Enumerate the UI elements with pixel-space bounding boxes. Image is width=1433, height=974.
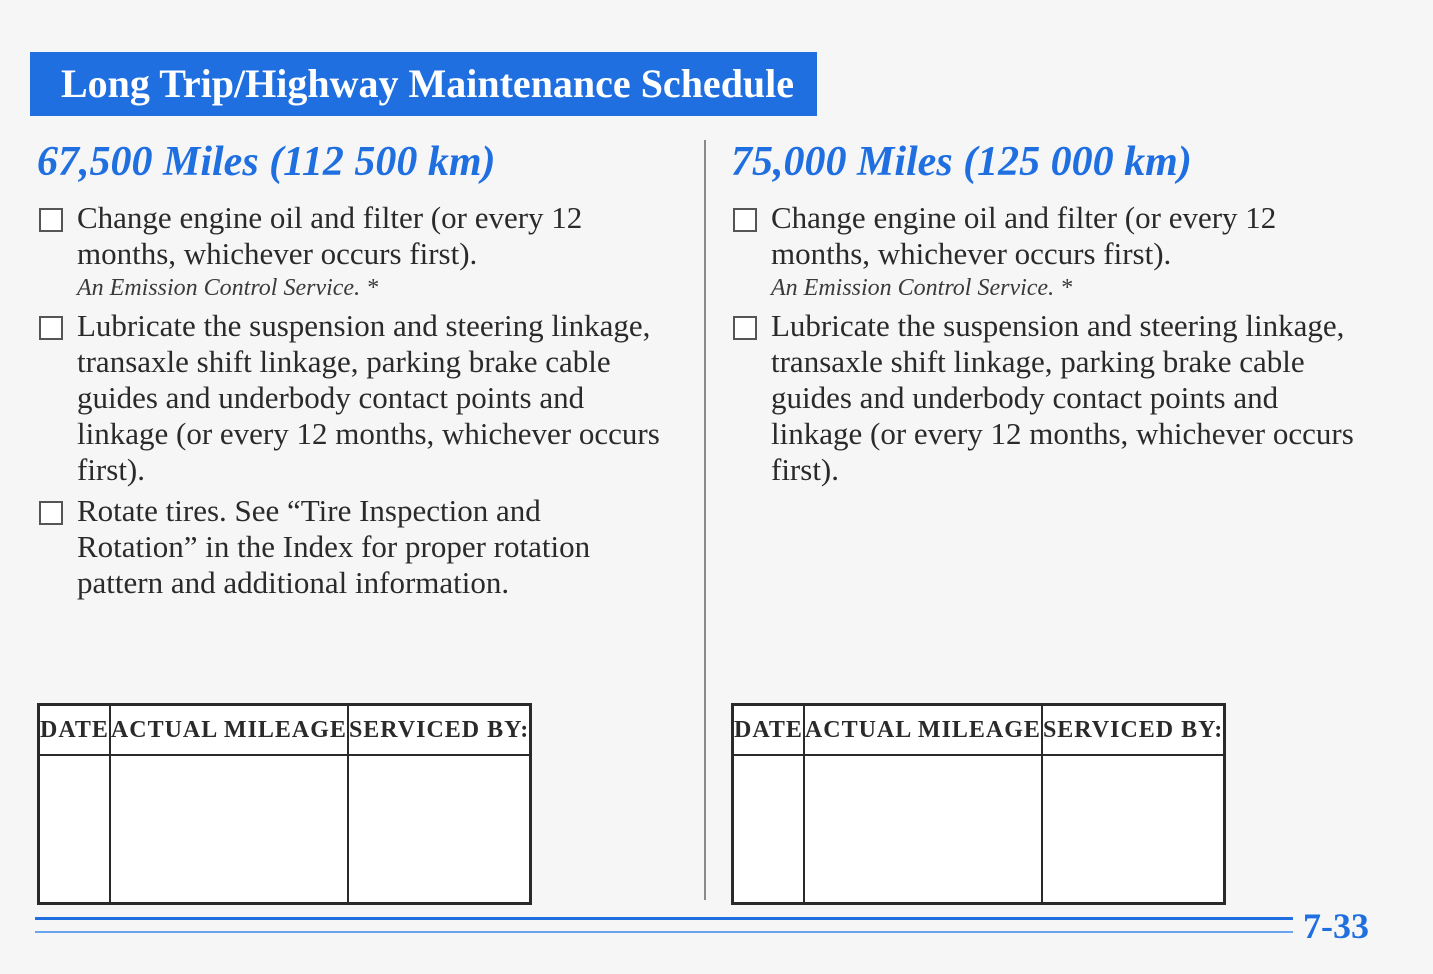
mileage-entry-cell[interactable] (110, 755, 348, 904)
serviced-by-entry-cell[interactable] (1042, 755, 1225, 904)
page-number: 7-33 (1303, 906, 1369, 946)
checklist (37, 200, 677, 606)
checklist-item-text: Change engine oil and filter (or every 12 months, whichever occurs first). (771, 200, 1277, 271)
column-divider (704, 140, 706, 900)
page-title: Long Trip/Highway Maintenance Schedule (61, 61, 795, 106)
table-header-row (733, 705, 1225, 756)
date-entry-cell[interactable] (39, 755, 110, 904)
column-header-serviced-by: SERVICED BY: (348, 705, 531, 756)
column-header-date: DATE (39, 705, 110, 756)
column-header-actual-mileage: ACTUAL MILEAGE (110, 705, 348, 756)
checkbox[interactable] (39, 316, 63, 340)
checklist-item-note: An Emission Control Service. * (771, 275, 1073, 301)
footer-rule (35, 917, 1293, 920)
checklist-item-text: Lubricate the suspension and steering linkage, transaxle shift linkage, parking brake cable guides and underbody contact points and linkage (or every 12 months, whichever occurs first). (77, 308, 660, 487)
checkbox[interactable] (39, 501, 63, 525)
checklist-item-text: Rotate tires. See “Tire Inspection and Rotation” in the Index for proper rotation pattern and additional information. (77, 493, 591, 600)
table-row (733, 755, 1225, 904)
section-heading: 75,000 Miles (125 000 km) (731, 139, 1192, 185)
checkbox[interactable] (733, 208, 757, 232)
column-header-actual-mileage: ACTUAL MILEAGE (804, 705, 1042, 756)
table-row (39, 755, 531, 904)
checklist-item (37, 308, 677, 488)
service-log-table (731, 703, 1226, 905)
service-log-table (37, 703, 532, 905)
checklist-item-text: Lubricate the suspension and steering linkage, transaxle shift linkage, parking brake cable guides and underbody contact points and linkage (or every 12 months, whichever occurs first). (771, 308, 1354, 487)
checklist-item (37, 493, 677, 601)
checkbox[interactable] (39, 208, 63, 232)
checklist-item-text: Change engine oil and filter (or every 12 months, whichever occurs first). (77, 200, 583, 271)
section-heading: 67,500 Miles (112 500 km) (37, 139, 496, 185)
checklist-item (731, 308, 1371, 488)
column-header-date: DATE (733, 705, 804, 756)
column-header-serviced-by: SERVICED BY: (1042, 705, 1225, 756)
checklist-item-note: An Emission Control Service. * (77, 275, 379, 301)
checkbox[interactable] (733, 316, 757, 340)
checklist-item (731, 200, 1371, 303)
checklist-item (37, 200, 677, 303)
footer-rule-thin (35, 931, 1293, 933)
schedule-title-banner (30, 52, 817, 116)
checklist (731, 200, 1371, 493)
mileage-entry-cell[interactable] (804, 755, 1042, 904)
serviced-by-entry-cell[interactable] (348, 755, 531, 904)
date-entry-cell[interactable] (733, 755, 804, 904)
table-header-row (39, 705, 531, 756)
